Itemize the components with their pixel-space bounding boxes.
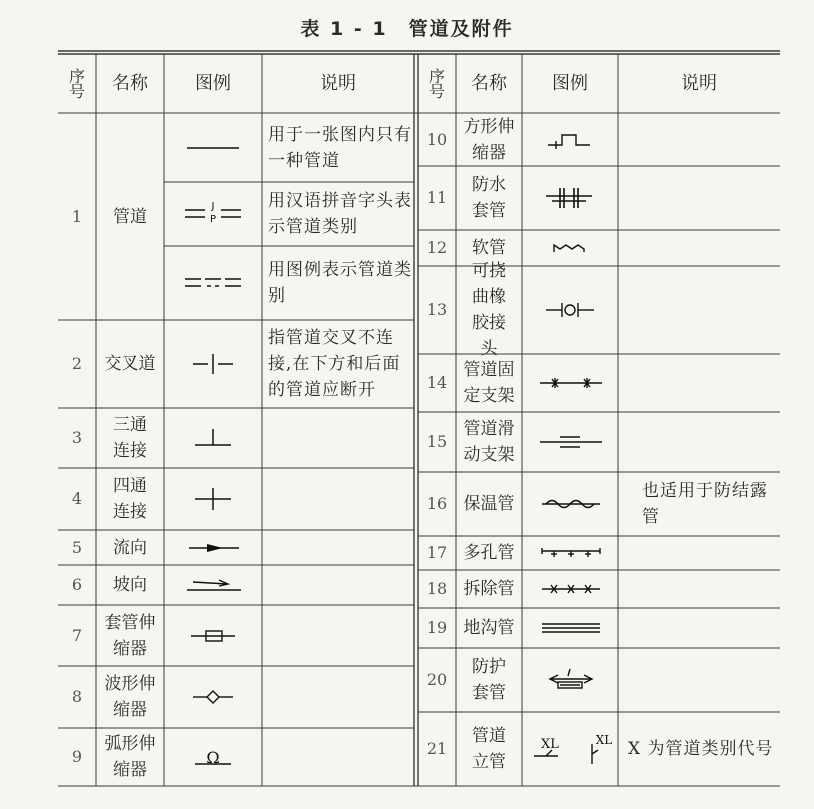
row-description: [262, 468, 414, 530]
row-name: 交叉道: [104, 354, 156, 374]
row-description: [618, 608, 780, 648]
row-name: 方形伸缩器: [463, 116, 515, 163]
row-description: [262, 728, 414, 786]
header-name: 名称: [112, 72, 148, 94]
row-number: 2: [71, 354, 83, 373]
row-description: [618, 354, 780, 412]
row-name: 保温管: [463, 494, 515, 514]
header-desc: 说明: [320, 72, 356, 94]
row-number: 4: [71, 489, 83, 508]
row-name: 拆除管: [463, 579, 515, 599]
row-description: [618, 113, 780, 166]
header-desc-right: 说明: [681, 72, 717, 94]
row-number: 14: [426, 373, 448, 392]
row-number: 3: [71, 428, 83, 447]
row-description: 也适用于防结露管: [642, 481, 768, 527]
row-number: 11: [426, 188, 448, 207]
row-number: 6: [71, 575, 83, 594]
flow-arrow-icon: [164, 530, 262, 565]
row-description: X 为管道类别代号: [628, 739, 774, 759]
row-name: 波形伸缩器: [104, 674, 156, 720]
row-number: 9: [71, 747, 83, 766]
wave-expansion-icon: [164, 666, 262, 728]
riser-icon: [522, 712, 618, 786]
row-name: 管道固定支架: [463, 360, 515, 406]
protective-sleeve-icon: [522, 648, 618, 712]
svg-text:P: P: [209, 214, 217, 225]
row-number: 15: [426, 432, 448, 451]
row-description: [262, 666, 414, 728]
row-name: 地沟管: [463, 618, 515, 638]
header-legend-right: 图例: [552, 72, 588, 94]
row-name: 套管伸缩器: [104, 612, 156, 659]
lettered-jp-line-icon: [164, 182, 262, 246]
header-seq-right: [418, 54, 456, 113]
row-number: 7: [71, 625, 83, 645]
omega-expansion-icon: [164, 728, 262, 786]
row-number: 21: [426, 739, 448, 758]
row-number: 10: [426, 129, 448, 149]
rubber-joint-icon: [522, 266, 618, 354]
header-seq-bottom-right: 号: [428, 81, 445, 101]
tee-icon: [164, 408, 262, 468]
single-line-icon: [164, 113, 262, 182]
table-title: 表 1 - 1 管道及附件: [300, 18, 514, 40]
riser-label-left: XL: [541, 737, 559, 752]
row-number: 13: [426, 300, 448, 319]
row-name: 管道: [113, 206, 147, 227]
row-name: 弧形伸缩器: [104, 734, 156, 780]
row-name: 软管: [472, 238, 506, 258]
row-number: 18: [426, 579, 448, 598]
header-seq-top: 序: [68, 66, 85, 86]
perforated-pipe-icon: [522, 536, 618, 570]
omega-glyph: Ω: [206, 748, 220, 767]
header-seq: [58, 54, 96, 113]
row-description: [618, 648, 780, 712]
row-description: [262, 530, 414, 565]
row-name: 流向: [113, 537, 147, 558]
header-legend: 图例: [195, 72, 231, 94]
square-expansion-icon: [522, 113, 618, 166]
row-description: [618, 570, 780, 608]
row-name: 多孔管: [463, 543, 515, 563]
row-number: 20: [426, 670, 448, 689]
row-description: [618, 230, 780, 266]
removed-pipe-icon: [522, 570, 618, 608]
row-description: [618, 412, 780, 472]
row-number: 16: [426, 494, 448, 513]
sliding-support-icon: [522, 412, 618, 472]
jp-letters: J: [211, 201, 215, 212]
row-name: 可挠曲橡胶接头: [472, 261, 506, 359]
row-description: 用图例表示管道类别: [268, 260, 412, 306]
row-name: 四通连接: [113, 476, 147, 522]
row-name: 防水套管: [472, 175, 506, 221]
fixed-support-icon: [522, 354, 618, 412]
row-name: 坡向: [113, 575, 147, 595]
trench-pipe-icon: [522, 608, 618, 648]
cross-icon: [164, 468, 262, 530]
row-description: [618, 266, 780, 354]
row-number: 8: [71, 687, 83, 706]
row-description: 用汉语拼音字头表示管道类别: [268, 191, 412, 237]
patterned-line-icon: [164, 246, 262, 320]
row-description: [618, 536, 780, 570]
row-number: 5: [71, 537, 83, 557]
slope-arrow-icon: [164, 565, 262, 605]
row-name: 防护套管: [472, 657, 506, 703]
row-number: 12: [426, 238, 448, 257]
riser-label-right: XL: [595, 733, 613, 747]
row-description: [262, 605, 414, 666]
row-description: [262, 565, 414, 605]
row-description: 用于一张图内只有一种管道: [268, 124, 412, 171]
header-seq-top-right: 序: [428, 66, 445, 86]
row-number: 1: [71, 206, 83, 226]
row-description: [618, 166, 780, 230]
row-name: 管道立管: [472, 726, 506, 772]
sleeve-expansion-icon: [164, 605, 262, 666]
row-name: 三通连接: [113, 415, 147, 461]
crossing-broken-line-icon: [164, 320, 262, 408]
row-name: 管道滑动支架: [463, 419, 515, 465]
row-number: 17: [426, 543, 448, 562]
header-name-right: 名称: [471, 72, 507, 94]
header-seq-bottom: 号: [68, 81, 85, 101]
waterproof-sleeve-icon: [522, 166, 618, 230]
hose-icon: [522, 230, 618, 266]
insulated-pipe-icon: [522, 472, 618, 536]
row-description: [262, 408, 414, 468]
row-description: 指管道交叉不连接,在下方和后面的管道应断开: [268, 328, 401, 400]
row-number: 19: [426, 618, 448, 637]
